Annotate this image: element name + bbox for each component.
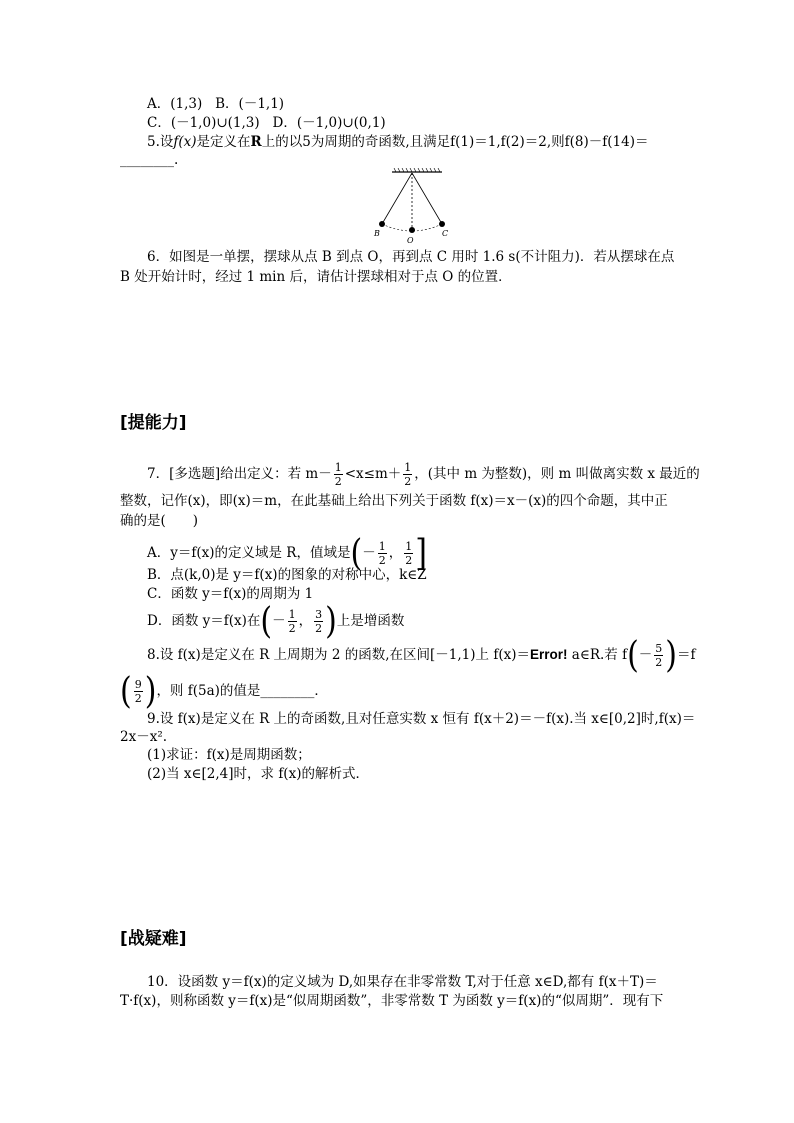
q7-line3: 确的是( ): [120, 513, 199, 529]
pendulum-label-o: O: [407, 236, 414, 245]
q7-line1: 7．[多选题]给出定义：若 m－ $\frac{1}{2}$ <x≤m＋ $\frac{1}{2}$ ，(其中 m 为整数)，则 m 叫做离实数 x 最近的: [147, 461, 700, 488]
pendulum-ball-b: [379, 221, 385, 227]
q7-option-b: B．点(k,0)是 y＝f(x)的图象的对称中心，k∈Z: [147, 567, 427, 583]
pendulum-string-right: [412, 173, 442, 224]
q6-line2: B 处开始计时，经过 1 min 后，请估计摆球相对于点 O 的位置．: [120, 269, 512, 285]
q7-frac-half-1: $\frac{1}{2}$: [334, 461, 342, 488]
section-heading-improve: [提能力]: [120, 413, 187, 433]
q8-line1: 8.设 f(x)是定义在 R 上周期为 2 的函数,在区间[－1,1)上 f(x)＝Error! a∈R.若 f(－ $\frac{5}{2}$ )＝f: [147, 633, 696, 676]
q9-part1: (1)求证：f(x)是周期函数；: [147, 747, 311, 763]
q4-option-c: C．(－1,0)∪(1,3): [147, 115, 260, 131]
pendulum-ceiling: [392, 168, 442, 172]
q7-option-d: D．函数 y＝f(x)在(－ $\frac{1}{2}$ ， $\frac{3}{2}$ )上是增函数: [147, 599, 405, 642]
pendulum-label-b: B: [374, 229, 380, 238]
q9-line2: 2x－x².: [120, 729, 168, 745]
pendulum-ball-o: [409, 227, 415, 233]
q4-option-a: A．(1,3): [147, 96, 203, 112]
section-heading-challenge: [战疑难]: [120, 929, 187, 949]
q4-options-row1: [147, 95, 284, 113]
pendulum-string-left: [382, 173, 412, 224]
q7-option-c: C．函数 y＝f(x)的周期为 1: [147, 586, 314, 602]
q8-line2: ( $\frac{9}{2}$ )，则 f(5a)的值是________．: [120, 669, 328, 712]
q9-line1: 9.设 f(x)是定义在 R 上的奇函数,且对任意实数 x 恒有 f(x＋2)＝－f(x).当 x∈[0,2]时,f(x)＝: [147, 711, 696, 727]
q9-part2: (2)当 x∈[2,4]时，求 f(x)的解析式．: [147, 766, 369, 782]
q10-line1: 10．设函数 y＝f(x)的定义域为 D,如果存在非零常数 T,对于任意 x∈D,都有 f(x＋T)＝: [147, 974, 658, 990]
pendulum-ball-c: [439, 221, 445, 227]
q5-line1: 5.设f(x)是定义在R上的以5为周期的奇函数,且满足f(1)＝1,f(2)＝2,则f(8)－f(14)＝: [147, 134, 649, 150]
q4-option-b: B．(－1,1): [215, 96, 285, 112]
q5-blank: ________.: [120, 152, 179, 168]
pendulum-label-c: C: [442, 229, 449, 238]
pendulum-figure: [360, 168, 470, 248]
q7-frac-half-2: $\frac{1}{2}$: [404, 461, 412, 488]
q4-option-d: D．(－1,0)∪(0,1): [272, 115, 386, 131]
q6-line1: 6．如图是一单摆，摆球从点 B 到点 O，再到点 C 用时 1.6 s(不计阻力)．若从摆球在点: [147, 249, 675, 265]
q7-option-a: A．y＝f(x)的定义域是 R，值域是(－ $\frac{1}{2}$ ， $\frac{1}{2}$ ]: [147, 531, 427, 574]
q10-line2: T·f(x)，则称函数 y＝f(x)是“似周期函数”，非零常数 T 为函数 y＝f(x)的“似周期”．现有下: [120, 993, 664, 1009]
q7-line2: 整数，记作(x)，即(x)＝m，在此基础上给出下列关于函数 f(x)＝x－(x)的四个命题，其中正: [120, 493, 668, 509]
q4-options-row2: [147, 114, 386, 132]
